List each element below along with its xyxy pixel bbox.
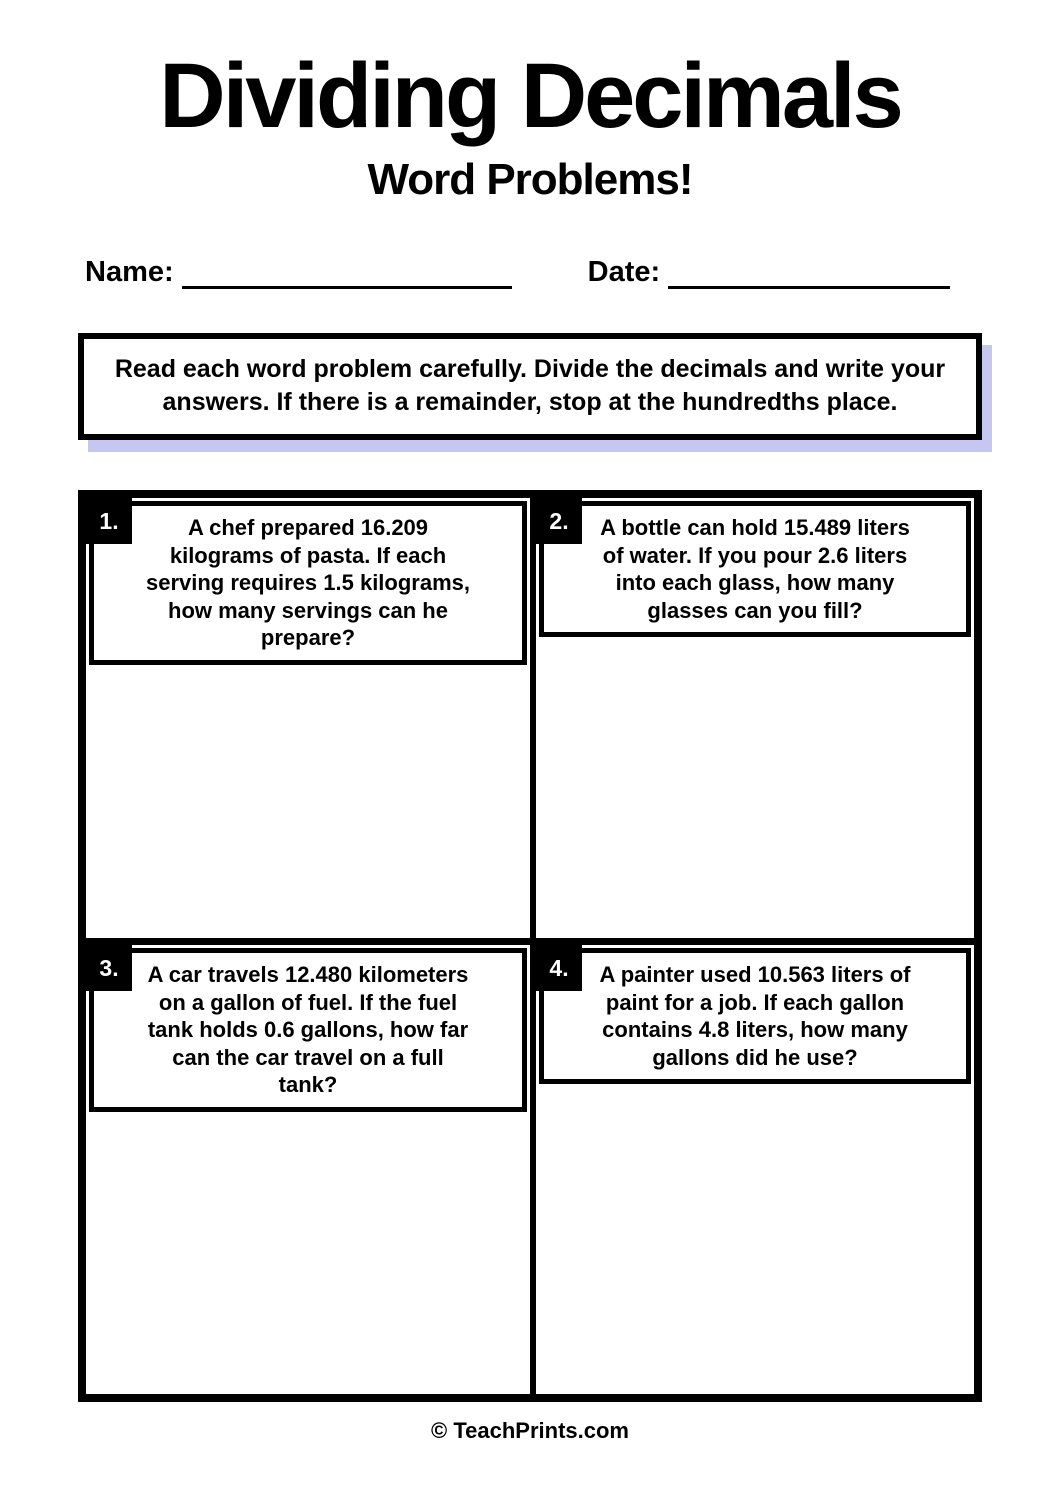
- problem-question: A bottle can hold 15.489 liters of water. If you pour 2.6 liters into each glass, how many glasses can you fill?: [539, 501, 971, 637]
- problem-cell-3: [86, 938, 530, 1394]
- answer-space-1[interactable]: [86, 668, 530, 939]
- problem-cell-4: [530, 938, 974, 1394]
- footer-credit: © TeachPrints.com: [431, 1418, 629, 1444]
- name-field[interactable]: [182, 255, 512, 289]
- problem-question: A car travels 12.480 kilometers on a gallon of fuel. If the fuel tank holds 0.6 gallons, how far can the car travel on a full tank?: [89, 948, 527, 1112]
- answer-space-2[interactable]: [536, 640, 974, 938]
- page-subtitle: Word Problems!: [367, 155, 693, 205]
- page-title: Dividing Decimals: [159, 45, 901, 147]
- problem-number-badge: 2.: [536, 498, 582, 544]
- instructions-text: Read each word problem carefully. Divide the decimals and write your answers. If there is a remainder, stop at the hundredths place.: [114, 355, 946, 416]
- problem-number-badge: 4.: [536, 945, 582, 991]
- name-label: Name:: [85, 256, 174, 289]
- answer-space-3[interactable]: [86, 1115, 530, 1395]
- problem-cell-2: [530, 498, 974, 938]
- instructions-box: [78, 333, 982, 440]
- problem-question: A chef prepared 16.209 kilograms of pasta. If each serving requires 1.5 kilograms, how many servings can he prepare?: [89, 501, 527, 665]
- answer-space-4[interactable]: [536, 1087, 974, 1394]
- title-block: [0, 0, 1060, 205]
- date-label: Date:: [587, 256, 661, 289]
- problem-question: A painter used 10.563 liters of paint for a job. If each gallon contains 4.8 liters, how many gallons did he use?: [539, 948, 971, 1084]
- problems-grid: [78, 490, 982, 1402]
- date-field[interactable]: [668, 255, 950, 289]
- problem-cell-1: [86, 498, 530, 938]
- problem-number-badge: 3.: [86, 945, 132, 991]
- problem-number-badge: 1.: [86, 498, 132, 544]
- name-date-row: [85, 249, 950, 289]
